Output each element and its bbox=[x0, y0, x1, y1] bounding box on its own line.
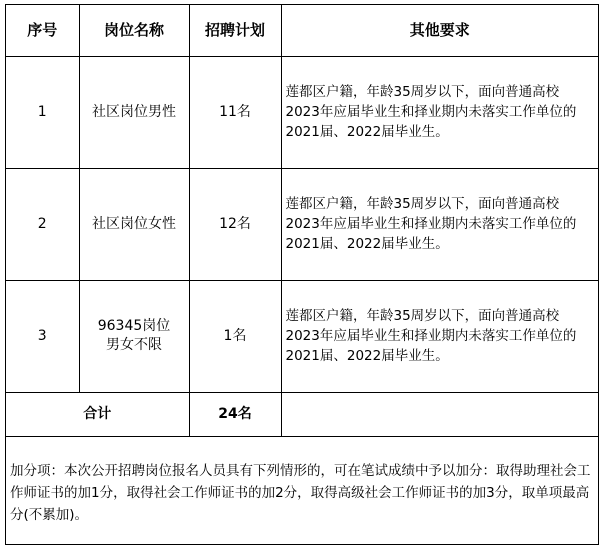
header-index: 序号 bbox=[6, 5, 79, 56]
table-row bbox=[6, 280, 598, 392]
total-row bbox=[6, 392, 598, 436]
row-index: 2 bbox=[6, 168, 79, 280]
total-empty bbox=[281, 392, 598, 436]
row-requirements: 莲都区户籍，年龄35周岁以下，面向普通高校2023年应届毕业生和择业期内未落实工作单位的2021届、2022届毕业生。 bbox=[281, 280, 598, 392]
table-row bbox=[6, 168, 598, 280]
total-label: 合计 bbox=[6, 392, 189, 436]
row-position bbox=[79, 168, 189, 280]
row-index: 3 bbox=[6, 280, 79, 392]
row-requirements: 莲都区户籍，年龄35周岁以下，面向普通高校2023年应届毕业生和择业期内未落实工作单位的2021届、2022届毕业生。 bbox=[281, 56, 598, 168]
total-value: 24名 bbox=[189, 392, 281, 436]
row-position bbox=[79, 56, 189, 168]
position-line: 社区岗位女性 bbox=[92, 215, 176, 232]
header-row bbox=[6, 5, 598, 56]
recruitment-table bbox=[6, 5, 598, 437]
header-plan: 招聘计划 bbox=[189, 5, 281, 56]
position-line: 男女不限 bbox=[106, 337, 162, 353]
row-plan: 12名 bbox=[189, 168, 281, 280]
header-position: 岗位名称 bbox=[79, 5, 189, 56]
position-line: 96345岗位 bbox=[97, 318, 171, 334]
row-requirements: 莲都区户籍，年龄35周岁以下，面向普通高校2023年应届毕业生和择业期内未落实工作单位的2021届、2022届毕业生。 bbox=[281, 168, 598, 280]
header-requirements: 其他要求 bbox=[281, 5, 598, 56]
recruitment-document bbox=[5, 4, 599, 545]
position-line: 社区岗位男性 bbox=[92, 103, 176, 120]
row-plan: 11名 bbox=[189, 56, 281, 168]
row-plan: 1名 bbox=[189, 280, 281, 392]
table-row bbox=[6, 56, 598, 168]
bonus-note: 加分项：本次公开招聘岗位报名人员具有下列情形的，可在笔试成绩中予以加分：取得助理社会工作师证书的加1分，取得社会工作师证书的加2分，取得高级社会工作师证书的加3分，取单项最高分(不累加)。 bbox=[10, 463, 591, 523]
row-position bbox=[79, 280, 189, 392]
row-index: 1 bbox=[6, 56, 79, 168]
